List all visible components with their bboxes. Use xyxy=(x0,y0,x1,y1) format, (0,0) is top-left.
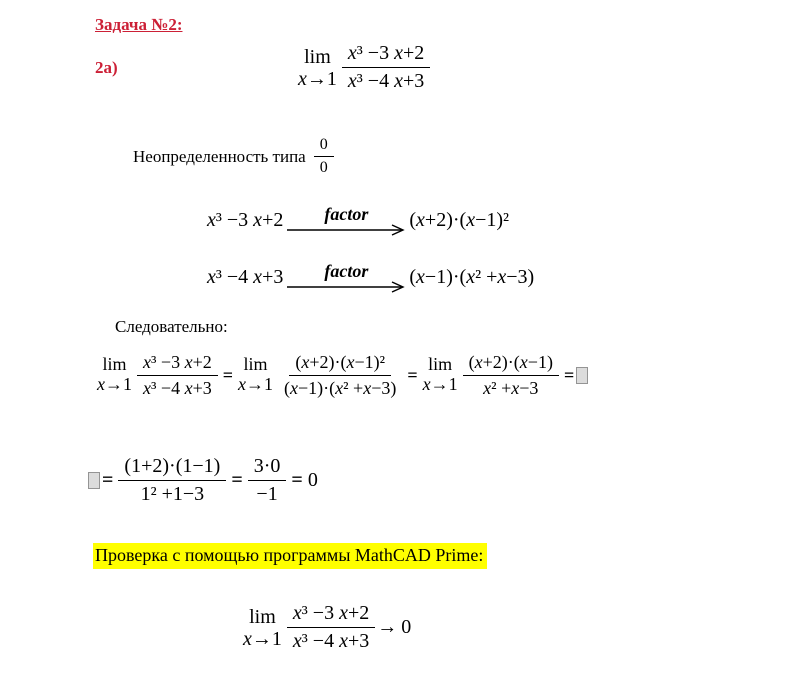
equals-sign: = xyxy=(291,469,303,491)
lim-word: lim xyxy=(428,354,453,375)
lim-subscript: x→1 xyxy=(97,374,132,395)
factor-arrow xyxy=(287,262,405,293)
denominator: x³ −4 x+3 xyxy=(292,630,370,652)
equation-chain xyxy=(97,352,588,398)
fraction xyxy=(287,602,375,653)
fraction xyxy=(278,352,402,398)
equals-sign: = xyxy=(407,364,418,385)
indeterminate-note xyxy=(133,136,334,178)
check-heading: Проверка с помощью программы MathCAD Prime: xyxy=(93,543,487,569)
lim-operator xyxy=(298,46,337,90)
check-heading-wrap xyxy=(93,543,487,569)
numerator: (1+2)·(1−1) xyxy=(118,455,226,481)
result-value: 0 xyxy=(307,469,318,491)
fraction xyxy=(314,136,334,178)
factorization-line-2 xyxy=(207,262,534,293)
long-right-arrow-icon xyxy=(287,281,405,293)
equals-sign: = xyxy=(563,364,575,385)
equals-sign: = xyxy=(102,469,114,491)
polynomial-lhs: x³ −4 x+3 xyxy=(207,266,284,288)
lim-operator xyxy=(238,355,273,395)
problem-title: Задача №2: xyxy=(95,15,183,34)
numerator: (x+2)·(x−1) xyxy=(463,352,559,376)
lim-subscript: x→1 xyxy=(298,67,337,90)
numerator: 0 xyxy=(314,136,334,157)
denominator: x³ −4 x+3 xyxy=(347,70,425,92)
factorization-line-1 xyxy=(207,205,509,236)
therefore-label: Следовательно: xyxy=(115,317,228,336)
factored-rhs: (x+2)·(x−1)² xyxy=(409,209,510,231)
numerator: x³ −3 x+2 xyxy=(342,42,430,68)
fraction xyxy=(118,455,226,506)
factor-label: factor xyxy=(324,261,369,281)
lim-operator xyxy=(97,355,132,395)
numerator: x³ −3 x+2 xyxy=(287,602,375,628)
lim-operator xyxy=(243,606,282,650)
evaluation-line xyxy=(88,455,318,506)
long-right-arrow-icon xyxy=(287,224,405,236)
result-value: 0 xyxy=(401,616,412,638)
lim-word: lim xyxy=(249,605,276,628)
denominator: x³ −4 x+3 xyxy=(143,377,212,398)
mathcad-result-line xyxy=(243,602,411,653)
numerator: x³ −3 x+2 xyxy=(137,352,218,376)
limit-expression-1 xyxy=(298,42,430,93)
fraction xyxy=(342,42,430,93)
lim-word: lim xyxy=(102,354,127,375)
part-label: 2а) xyxy=(95,58,118,77)
lim-subscript: x→1 xyxy=(237,374,273,395)
numerator: 3·0 xyxy=(248,455,287,481)
equals-sign: = xyxy=(222,364,233,385)
lim-operator xyxy=(423,355,458,395)
denominator: x² +x−3 xyxy=(483,377,539,398)
factor-label: factor xyxy=(324,204,369,224)
factor-arrow xyxy=(287,205,405,236)
lim-word: lim xyxy=(304,45,331,68)
lim-word: lim xyxy=(243,354,268,375)
placeholder-box-icon xyxy=(576,367,588,384)
fraction xyxy=(463,352,559,398)
factored-rhs: (x−1)·(x² +x−3) xyxy=(409,266,535,288)
denominator: 1² +1−3 xyxy=(140,483,205,505)
denominator: 0 xyxy=(319,159,328,177)
fraction xyxy=(248,455,287,506)
polynomial-lhs: x³ −3 x+2 xyxy=(207,209,284,231)
lim-subscript: x→1 xyxy=(422,374,458,395)
numerator: (x+2)·(x−1)² xyxy=(289,352,391,376)
lim-subscript: x→1 xyxy=(243,627,282,650)
denominator: −1 xyxy=(256,483,278,505)
denominator: (x−1)·(x² +x−3) xyxy=(283,377,397,398)
tends-to-arrow: → xyxy=(377,616,398,638)
equals-sign: = xyxy=(231,469,243,491)
placeholder-box-icon xyxy=(88,472,100,489)
indeterminate-text: Неопределенность типа xyxy=(133,147,306,167)
fraction xyxy=(137,352,218,398)
